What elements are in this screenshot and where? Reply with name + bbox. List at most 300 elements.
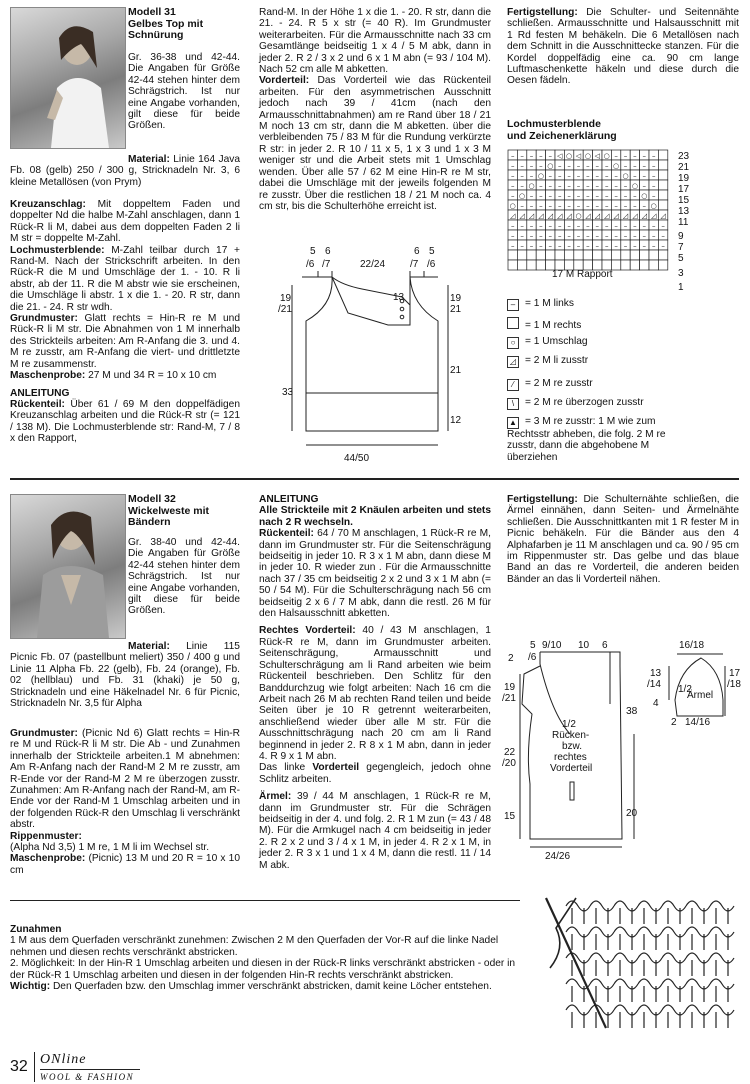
legend-re-zusstr: ⁄ = 2 M re zusstr	[507, 378, 593, 391]
chart-symbol: –	[539, 202, 543, 210]
chart-cell	[640, 260, 649, 270]
chart-symbol: ○	[622, 172, 629, 180]
chart-symbol: ○	[537, 172, 544, 180]
chart-symbol: ◿	[632, 212, 638, 220]
chart-symbol: ◿	[528, 212, 535, 220]
chart-symbol: –	[520, 232, 524, 240]
row-21: 21	[678, 162, 690, 173]
row-17: 17	[678, 184, 690, 195]
chart-symbol: –	[576, 192, 581, 200]
stitch-loop	[686, 1005, 710, 1028]
chart-symbol: –	[548, 192, 553, 200]
chart-cell	[546, 250, 555, 260]
chart-symbol: –	[623, 202, 628, 210]
chart-cell	[527, 260, 536, 270]
stitch-loop	[614, 1005, 638, 1028]
chart-symbol: –	[529, 152, 534, 160]
chart-symbol: –	[510, 192, 515, 200]
svg-text:6: 6	[602, 640, 608, 651]
chart-symbol: –	[586, 202, 590, 210]
chart-cell	[658, 190, 667, 200]
needle-icon	[546, 898, 606, 1028]
chart-symbol: –	[633, 232, 637, 240]
chart-symbol: –	[642, 202, 647, 210]
chart-symbol: –	[586, 192, 590, 200]
chart-symbol: ○	[519, 192, 526, 200]
chart-symbol: –	[557, 172, 562, 180]
stitch-loop	[638, 979, 662, 1002]
stitch-loop	[614, 901, 638, 924]
chart-symbol: –	[604, 232, 609, 240]
stitch-loop	[566, 953, 590, 976]
svg-text:9/10: 9/10	[542, 640, 562, 651]
chart-symbol: ○	[566, 152, 573, 160]
model32-photo	[10, 494, 126, 639]
chart-cell	[658, 160, 667, 170]
svg-text:22/24: 22/24	[360, 259, 386, 270]
svg-text:2: 2	[671, 717, 677, 728]
stitch-loop	[710, 979, 734, 1002]
chart-symbol: –	[604, 162, 609, 170]
chart-symbol: ◿	[538, 212, 544, 220]
svg-text:/6: /6	[427, 259, 436, 270]
model31-subtitle-2: Schnürung	[128, 29, 184, 42]
woman-photo-illustration-2	[11, 495, 125, 638]
chart-symbol: –	[510, 152, 515, 160]
chart-cell	[508, 250, 517, 260]
knitting-illustration	[536, 888, 740, 1038]
stitch-loop	[686, 901, 710, 924]
lace-chart	[507, 149, 707, 291]
chart-symbol: –	[651, 162, 656, 170]
chart-symbol: –	[661, 232, 665, 240]
model32-title: Modell 32	[128, 493, 176, 505]
chart-symbol: –	[623, 182, 628, 190]
chart-symbol: ◿	[660, 212, 666, 220]
chart-symbol: –	[595, 182, 600, 190]
chart-symbol: –	[604, 182, 609, 190]
chart-symbol: ○	[584, 152, 591, 160]
chart-symbol: ◿	[510, 212, 516, 220]
chart-symbol: –	[529, 242, 534, 250]
chart-symbol: –	[595, 222, 600, 230]
svg-text:1/2: 1/2	[678, 684, 692, 695]
chart-symbol: –	[567, 232, 571, 240]
chart-symbol: –	[614, 232, 618, 240]
chart-cell	[574, 250, 583, 260]
svg-text:14/16: 14/16	[685, 717, 711, 728]
chart-symbol: –	[586, 222, 590, 230]
model32-fertigstellung: Fertigstellung: Die Schulternähte schließen, die Ärmel einnähen, dann Seiten- und Ärmelnähte schließen. Die Ausschnittkanten mit 1 R fester M in Picnic behäkeln. Für die Bänder aus den 4 Alphafarben je 11 M anschlagen und ca. 90 / 95 cm im Rippenmuster str. Das gelbe und das blaue Band an das re Vorderteil, die anderen beiden Bänder an das li Vorderteil nähen.	[507, 494, 740, 585]
brand-rule	[40, 1069, 140, 1070]
chart-symbol: –	[661, 242, 665, 250]
chart-symbol: –	[633, 242, 637, 250]
chart-symbol: –	[623, 192, 628, 200]
chart-symbol: –	[510, 232, 515, 240]
chart-symbol: –	[586, 172, 590, 180]
row-7: 7	[678, 242, 684, 253]
chart-symbol: –	[604, 222, 609, 230]
chart-symbol: –	[576, 182, 581, 190]
model32-instructions-middle: ANLEITUNG Alle Strickteile mit 2 Knäulen arbeiten und stets nach 2 R wechseln. Rückenteil: 64 / 70 M anschlagen, 1 Rück-R re M, dann im Grundmuster str. Für die Seitenschrägung beidseitig in jeder 10. R 3 x 1 M abn, dann diese M in jeder 10. R wieder zun . Für die Armausschnitte nach 37 / 35 cm beidseitig 2 x 2 und 3 x 1 M abn (= 50 / 54 M). Für die Schulterschrägung nach 56 cm beidseitig 2 x 6 / 7 M abk, dann die restl. 26 M für den Halsausschnitt abketten. Rechtes Vorderteil: 40 / 43 M anschlagen, 1 Rück-R re M, dann im Grundmuster arbeiten. Seitenschrägung, Armausschnitt und Schulterschrägung am li Rand arbeiten wie beim Rückenteil beschrieben. Den Schlitz für den Banddurchzug wie folgt arbeiten: Nach 16 cm die Arbeit nach 26 M ab rechten Rand teilen und beide Seiten über je 10 R getrennt weiterarbeiten, anschließend wieder über alle M str. Für die Ausschnittschrägung nach 20 cm am li Rand beginnend in jeder 2. R 8 x 1 M abn, dann in jeder 4. R 9 x 1 M abn. Das linke Vorderteil gegengleich, jedoch ohne Schlitz arbeiten. Ärmel: 39 / 44 M anschlagen, 1 Rück-R re M, dann im Grundmuster str. Für die Schrägen beidseitig in der 4. und folg. 2. R 1 M zun (= 43 / 48 M). Für die Armkugel nach 4 cm beidseitig in jeder 2. R 2 x 2 und 3 / 4 x 1 M, in jeder 4. R 2 x 1 M, in jeder 2. R 3 x 1 und 1 x 4 M, dann die restl. 11 / 14 M abk.	[259, 494, 492, 871]
chart-symbol: –	[604, 172, 609, 180]
chart-cell	[508, 260, 517, 270]
chart-symbol: –	[529, 202, 534, 210]
dim-5-right: 5	[429, 246, 435, 257]
chart-cell	[621, 250, 630, 260]
chart-symbol: –	[529, 222, 534, 230]
chart-cell	[658, 170, 667, 180]
svg-text:Vorderteil: Vorderteil	[550, 763, 593, 774]
model31-schematic	[262, 245, 490, 467]
chart-symbol: –	[642, 182, 647, 190]
chart-cell	[630, 250, 639, 260]
vest-schematic	[500, 634, 640, 864]
chart-cell	[649, 260, 658, 270]
purl-two-together-icon: ◿	[507, 356, 519, 368]
svg-text:/6: /6	[306, 259, 315, 270]
vest-dim-38: 38	[626, 706, 638, 717]
stitch-loop	[590, 927, 614, 950]
chart-symbol: ○	[650, 202, 657, 210]
stitch-loop	[686, 953, 710, 976]
svg-text:Ärmel: Ärmel	[687, 690, 714, 701]
stitch-loop	[590, 1005, 614, 1028]
svg-text:Rücken-: Rücken-	[552, 730, 590, 741]
chart-symbol: ◁	[557, 152, 563, 160]
stitch-loop	[662, 901, 686, 924]
svg-text:17: 17	[729, 668, 741, 679]
zunahmen-divider	[10, 900, 520, 901]
chart-cell	[658, 260, 667, 270]
stitch-loop	[638, 927, 662, 950]
chart-cell	[583, 250, 592, 260]
chart-symbol: –	[633, 152, 637, 160]
svg-text:/7: /7	[410, 259, 419, 270]
sleeve-schematic	[645, 636, 745, 736]
chart-symbol: –	[529, 192, 534, 200]
chart-symbol: –	[595, 162, 600, 170]
chart-cell	[649, 250, 658, 260]
chart-symbol: ○	[603, 152, 610, 160]
chart-symbol: –	[642, 172, 647, 180]
svg-text:13: 13	[650, 668, 662, 679]
chart-symbol: ○	[528, 182, 535, 190]
zunahmen-block: Zunahmen 1 M aus dem Querfaden verschränkt zunehmen: Zwischen 2 M den Querfaden der Vor-R auf die linke Nadel nehmen und diesen rechts verschränkt abstricken. 2. Möglichkeit: In der Hin-R 1 Umschlag arbeiten und diesen in der Rück-R links verschränkt abstricken - oder in der Rück-R 1 Umschlag arbeiten und diesen in der folgenden Hin-R rechts verschränkt abstricken. Wichtig: Den Querfaden bzw. den Umschlag immer verschränkt abstricken, damit keine Löcher entstehen.	[10, 924, 516, 993]
model31-fertigstellung: Fertigstellung: Die Schulter- und Seitennähte schließen. Armausschnitte und Halsausschnitt mit 1 Rd festen M behäkeln. Die 6 Metallösen nach dem Schnitt in die Ausschnittecke stanzen. Für die Kordel doppelfädig eine ca. 90 cm lange Luftmaschenkette häkeln und diese durch die Oesen fädeln.	[507, 7, 739, 87]
chart-symbol: ○	[509, 202, 516, 210]
legend-links: – = 1 M links	[507, 298, 574, 311]
stitch-loop	[662, 979, 686, 1002]
chart-symbol: –	[595, 232, 600, 240]
dim-6-left: 6	[325, 246, 331, 257]
chart-cell	[593, 250, 602, 260]
model32-instructions-left: Grundmuster: (Picnic Nd 6) Glatt rechts = Hin-R re M und Rück-R li M str. Die Ab - und Zunahmen innerhalb der Strickteile arbeiten.1 M abnehmen: Am R-Anfang nach der Rand-M 2 M re zusstr, am R-Ende vor der Rand-M 2 M re überzogen zusstr. Zunahmen: Am R-Anfang nach der Rand-M, am R-Ende vor der Rand-M 1 Umschlag arbeiten und in der folgenden Rück-R den Umschlag li verschränkt abstr. Rippenmuster: (Alpha Nd 3,5) 1 M re, 1 M li im Wechsel str. Maschenprobe: (Picnic) 13 M und 20 R = 10 x 10 cm	[10, 728, 240, 876]
chart-symbol: –	[614, 202, 618, 210]
legend-rechts: = 1 M rechts	[507, 317, 581, 331]
chart-symbol: ◿	[585, 212, 591, 220]
chart-symbol: –	[595, 242, 600, 250]
chart-symbol: –	[557, 222, 562, 230]
chart-symbol: –	[510, 182, 515, 190]
stitch-loop	[590, 901, 614, 924]
chart-symbol: –	[557, 192, 562, 200]
chart-cell	[658, 250, 667, 260]
chart-symbol: –	[567, 192, 571, 200]
chart-cell	[517, 250, 526, 260]
svg-text:21: 21	[450, 365, 462, 376]
svg-text:24/26: 24/26	[545, 851, 571, 862]
model32-subtitle: Wickelweste mit	[128, 504, 210, 517]
chart-cell	[564, 250, 573, 260]
chart-symbol: –	[595, 172, 600, 180]
chart-symbol: –	[651, 172, 656, 180]
chart-symbol: –	[539, 152, 543, 160]
svg-text:1/2: 1/2	[562, 719, 576, 730]
chart-symbol: –	[651, 242, 656, 250]
chart-symbol: –	[661, 222, 665, 230]
chart-symbol: –	[557, 242, 562, 250]
double-decrease-icon: ▲	[507, 417, 519, 429]
svg-text:12: 12	[450, 415, 462, 426]
svg-text:19: 19	[450, 293, 462, 304]
svg-text:/6: /6	[528, 652, 537, 663]
chart-symbol: –	[633, 172, 637, 180]
chart-symbol: –	[586, 182, 590, 190]
chart-symbol: –	[642, 162, 647, 170]
chart-symbol: –	[510, 172, 515, 180]
chart-symbol: –	[520, 202, 524, 210]
svg-text:4: 4	[653, 698, 659, 709]
chart-symbol: –	[576, 232, 581, 240]
chart-subtitle: und Zeichenerklärung	[507, 129, 617, 142]
svg-text:19: 19	[280, 293, 292, 304]
brand-logo: ONline	[40, 1052, 87, 1067]
chart-symbol: ◿	[651, 212, 657, 220]
chart-cell	[602, 250, 611, 260]
chart-symbol: –	[642, 152, 647, 160]
chart-symbol: –	[586, 232, 590, 240]
chart-symbol: ◿	[547, 212, 553, 220]
stitch-loop	[566, 901, 590, 924]
svg-text:10: 10	[578, 640, 590, 651]
row-13: 13	[678, 206, 690, 217]
chart-symbol: ◿	[613, 212, 619, 220]
chart-symbol: –	[604, 242, 609, 250]
chart-symbol: ◿	[557, 212, 563, 220]
chart-symbol: –	[633, 162, 637, 170]
stitch-loop	[566, 1005, 590, 1028]
chart-symbol: –	[614, 172, 618, 180]
chart-symbol: ○	[631, 182, 638, 190]
chart-symbol: –	[576, 162, 581, 170]
legend-3m: ▲ = 3 M re zusstr: 1 M wie zum Rechtsstr abheben, die folg. 2 M re zusstr, dann die abgehobene M überziehen	[507, 416, 666, 463]
chart-symbol: –	[595, 192, 600, 200]
stitch-loop	[638, 1005, 662, 1028]
chart-symbol: –	[520, 172, 524, 180]
chart-symbol: –	[548, 182, 553, 190]
model32-material: Material: Linie 115 Picnic Fb. 07 (pastellbunt meliert) 350 / 400 g und Linie 11 Alpha Fb. 22 (gelb), Fb. 24 (orange), Fb. 02 (hellblau) und Fb. 31 (khaki) je 50 g, Stricknadeln und eine Häkelnadel Nr. 6 für Picnic, Stricknadeln Nr. 3,5 für Alpha	[10, 641, 240, 710]
svg-text:2: 2	[508, 653, 514, 664]
svg-text:/20: /20	[502, 758, 516, 769]
chart-symbol: ○	[575, 212, 582, 220]
chart-symbol: –	[586, 162, 590, 170]
chart-cell	[621, 260, 630, 270]
row-9: 9	[678, 231, 684, 242]
chart-symbol: –	[623, 152, 628, 160]
chart-symbol: ◿	[566, 212, 572, 220]
svg-text:/14: /14	[647, 679, 661, 690]
stitch-loop	[638, 901, 662, 924]
chart-symbol: –	[576, 242, 581, 250]
chart-symbol: –	[510, 162, 515, 170]
chart-cell	[658, 180, 667, 190]
chart-symbol: –	[520, 162, 524, 170]
chart-symbol: –	[567, 222, 571, 230]
chart-cell	[611, 250, 620, 260]
model31-material: Material: Linie 164 Java Fb. 08 (gelb) 250 / 300 g, Stricknadeln Nr. 3, 6 kleine Metallösen (von Prym)	[10, 154, 240, 188]
model32-subtitle-2: Bändern	[128, 516, 171, 529]
row-1: 1	[678, 282, 684, 291]
chart-symbol: –	[567, 182, 571, 190]
svg-text:15: 15	[504, 811, 516, 822]
chart-symbol: –	[557, 232, 562, 240]
chart-symbol: –	[651, 222, 656, 230]
chart-symbol: ◿	[641, 212, 647, 220]
knit-two-together-icon: ⁄	[507, 379, 519, 391]
chart-symbol: –	[651, 152, 656, 160]
page-number: 32	[10, 1058, 28, 1075]
stitch-loop	[590, 953, 614, 976]
stitch-loop	[662, 927, 686, 950]
dim-5-left: 5	[310, 246, 316, 257]
svg-text:/21: /21	[278, 304, 292, 315]
svg-text:13: 13	[393, 292, 405, 303]
chart-symbol: –	[520, 152, 524, 160]
chart-symbol: ◁	[594, 152, 600, 160]
chart-symbol: –	[548, 242, 553, 250]
chart-symbol: –	[614, 182, 618, 190]
chart-symbol: –	[642, 242, 647, 250]
row-19: 19	[678, 173, 690, 184]
chart-symbol: ◿	[604, 212, 610, 220]
chart-symbol: –	[586, 242, 590, 250]
chart-cell	[658, 200, 667, 210]
stitch-loop	[614, 927, 638, 950]
svg-text:/18: /18	[727, 679, 741, 690]
stitch-loop	[614, 979, 638, 1002]
chart-symbol: ○	[613, 162, 620, 170]
stitch-loop	[662, 1005, 686, 1028]
stitch-loop	[710, 927, 734, 950]
chart-symbol: –	[614, 222, 618, 230]
model31-instructions-middle: Rand-M. In der Höhe 1 x die 1. - 20. R str, dann die 21. - 24. R 5 x str (= 40 R). Im Grundmuster weiterarbeiten. Für die Armausschnitte nach 33 cm Gesamtlänge beidseitig 1 x 4 / 5 M abk, dann in jeder 2. R 2 / 3 x 2 und 6 x 1 M abn (= 93 / 104 M). Nach 52 cm alle M abketten. Vorderteil: Das Vorderteil wie das Rückenteil arbeiten. Für den asymmetrischen Ausschnitt jedoch nach 39 / 41cm (nach den Armausschnittabnahmen) am re Rand über 18 / 21 M noch 13 cm str, dann die M abketten. über die verbleibenden 75 / 83 M für die Rundung verkürzte R str: in jeder 2. R 10 / 11 x 5, 1 x 3 und 1 x 3 M weniger str und die Arbeit stets mit 1 Umschlag wenden. Über alle 57 / 62 M eine Hin-R re M str, dabei die Umschläge mit der jeweils folgenden M re zusstr. Über die restlichen 18 / 21 M noch ca. 4 cm str, bis die Schulterhöhe erreicht ist.	[259, 7, 491, 212]
chart-symbol: –	[623, 242, 628, 250]
chart-symbol: –	[633, 202, 637, 210]
chart-symbol: ◿	[594, 212, 600, 220]
chart-symbol: ◿	[622, 212, 629, 220]
svg-text:22: 22	[504, 747, 516, 758]
legend-umschlag: ○ = 1 Umschlag	[507, 336, 588, 349]
chart-symbol: –	[539, 162, 543, 170]
stitch-loop	[686, 979, 710, 1002]
chart-symbol: –	[642, 222, 647, 230]
stitch-loop	[638, 953, 662, 976]
svg-text:19: 19	[504, 682, 516, 693]
chart-symbol: –	[614, 192, 618, 200]
legend-ueberzogen: \ = 2 M re überzogen zusstr	[507, 397, 644, 410]
knit-symbol-icon	[507, 317, 519, 329]
chart-symbol: –	[548, 172, 553, 180]
chart-symbol: –	[604, 202, 609, 210]
row-3: 3	[678, 268, 684, 279]
legend-li-zusstr: ◿ = 2 M li zusstr	[507, 355, 588, 368]
chart-symbol: –	[633, 222, 637, 230]
chart-symbol: –	[567, 202, 571, 210]
chart-symbol: –	[529, 162, 534, 170]
svg-text:44/50: 44/50	[344, 453, 370, 464]
chart-symbol: –	[510, 222, 515, 230]
chart-cell	[555, 250, 564, 260]
yarn-over-icon: ○	[507, 337, 519, 349]
brand-tagline: WOOL & FASHION	[40, 1072, 135, 1082]
chart-title: Lochmusterblende	[507, 118, 601, 130]
chart-symbol: –	[576, 202, 581, 210]
chart-symbol: –	[633, 192, 637, 200]
chart-symbol: –	[623, 232, 628, 240]
chart-cell	[536, 250, 545, 260]
chart-symbol: –	[642, 232, 647, 240]
chart-symbol: –	[567, 162, 571, 170]
chart-symbol: –	[567, 242, 571, 250]
chart-symbol: –	[595, 202, 600, 210]
chart-symbol: –	[576, 172, 581, 180]
chart-cell	[630, 260, 639, 270]
model31-photo	[10, 7, 126, 149]
chart-symbol: ○	[547, 162, 554, 170]
chart-symbol: –	[520, 242, 524, 250]
chart-symbol: –	[651, 182, 656, 190]
svg-text:/21: /21	[502, 693, 516, 704]
chart-symbol: ◿	[519, 212, 525, 220]
chart-cell	[640, 250, 649, 260]
chart-symbol: –	[548, 222, 553, 230]
slip-decrease-icon: \	[507, 398, 519, 410]
chart-symbol: –	[576, 222, 581, 230]
chart-symbol: –	[623, 222, 628, 230]
footer-divider	[34, 1052, 35, 1082]
chart-symbol: –	[539, 192, 543, 200]
stitch-loop	[662, 953, 686, 976]
stitch-loop	[566, 979, 590, 1002]
rapport-label: 17 M Rapport	[552, 269, 613, 280]
chart-cell	[658, 150, 667, 160]
model31-title: Modell 31	[128, 6, 176, 18]
chart-symbol: –	[557, 202, 562, 210]
chart-cell	[611, 260, 620, 270]
chart-symbol: –	[604, 192, 609, 200]
dim-6-right: 6	[414, 246, 420, 257]
stitch-loop	[710, 1005, 734, 1028]
woman-photo-illustration	[11, 8, 125, 148]
model31-instructions-left: Kreuzanschlag: Mit doppeltem Faden und doppelter Nd die halbe M-Zahl anschlagen, dann 1 Rück-R li M, dabei aus dem doppelten Faden 2 li M str = doppelte M-Zahl. Lochmusterblende: M-Zahl teilbar durch 17 + Rand-M. Nach der Strickschrift arbeiten. In den Rück-R die M und Umschläge der 1. - 10. R li abstr, ab der 11. R die M abstr wie sie erscheinen, die Umschläge li abstr. 1 x die 1. - 20. R str, dann die 21. - 24. R str wdh. Grundmuster: Glatt rechts = Hin-R re M und Rück-R li M str. Die Abnahmen von 1 M innerhalb des Strickteils arbeiten: Am R-Anfang die 3. und 4. M re zusstr, am R-Anfang die viert- und drittletzte M re zusammenstr. Maschenprobe: 27 M und 34 R = 10 x 10 cm ANLEITUNG Rückenteil: Über 61 / 69 M den doppelfädigen Kreuzanschlag arbeiten und die Rück-R str (= 121 / 138 M). Die Lochmusterblende str: Rand-M, 7 / 8 x den Rapport,	[10, 199, 240, 445]
chart-symbol: –	[539, 182, 543, 190]
chart-cell	[517, 260, 526, 270]
section-divider	[10, 478, 739, 480]
svg-text:rechtes: rechtes	[554, 752, 587, 763]
model31-subtitle: Gelbes Top mit	[128, 17, 204, 30]
svg-text:bzw.: bzw.	[562, 741, 583, 752]
